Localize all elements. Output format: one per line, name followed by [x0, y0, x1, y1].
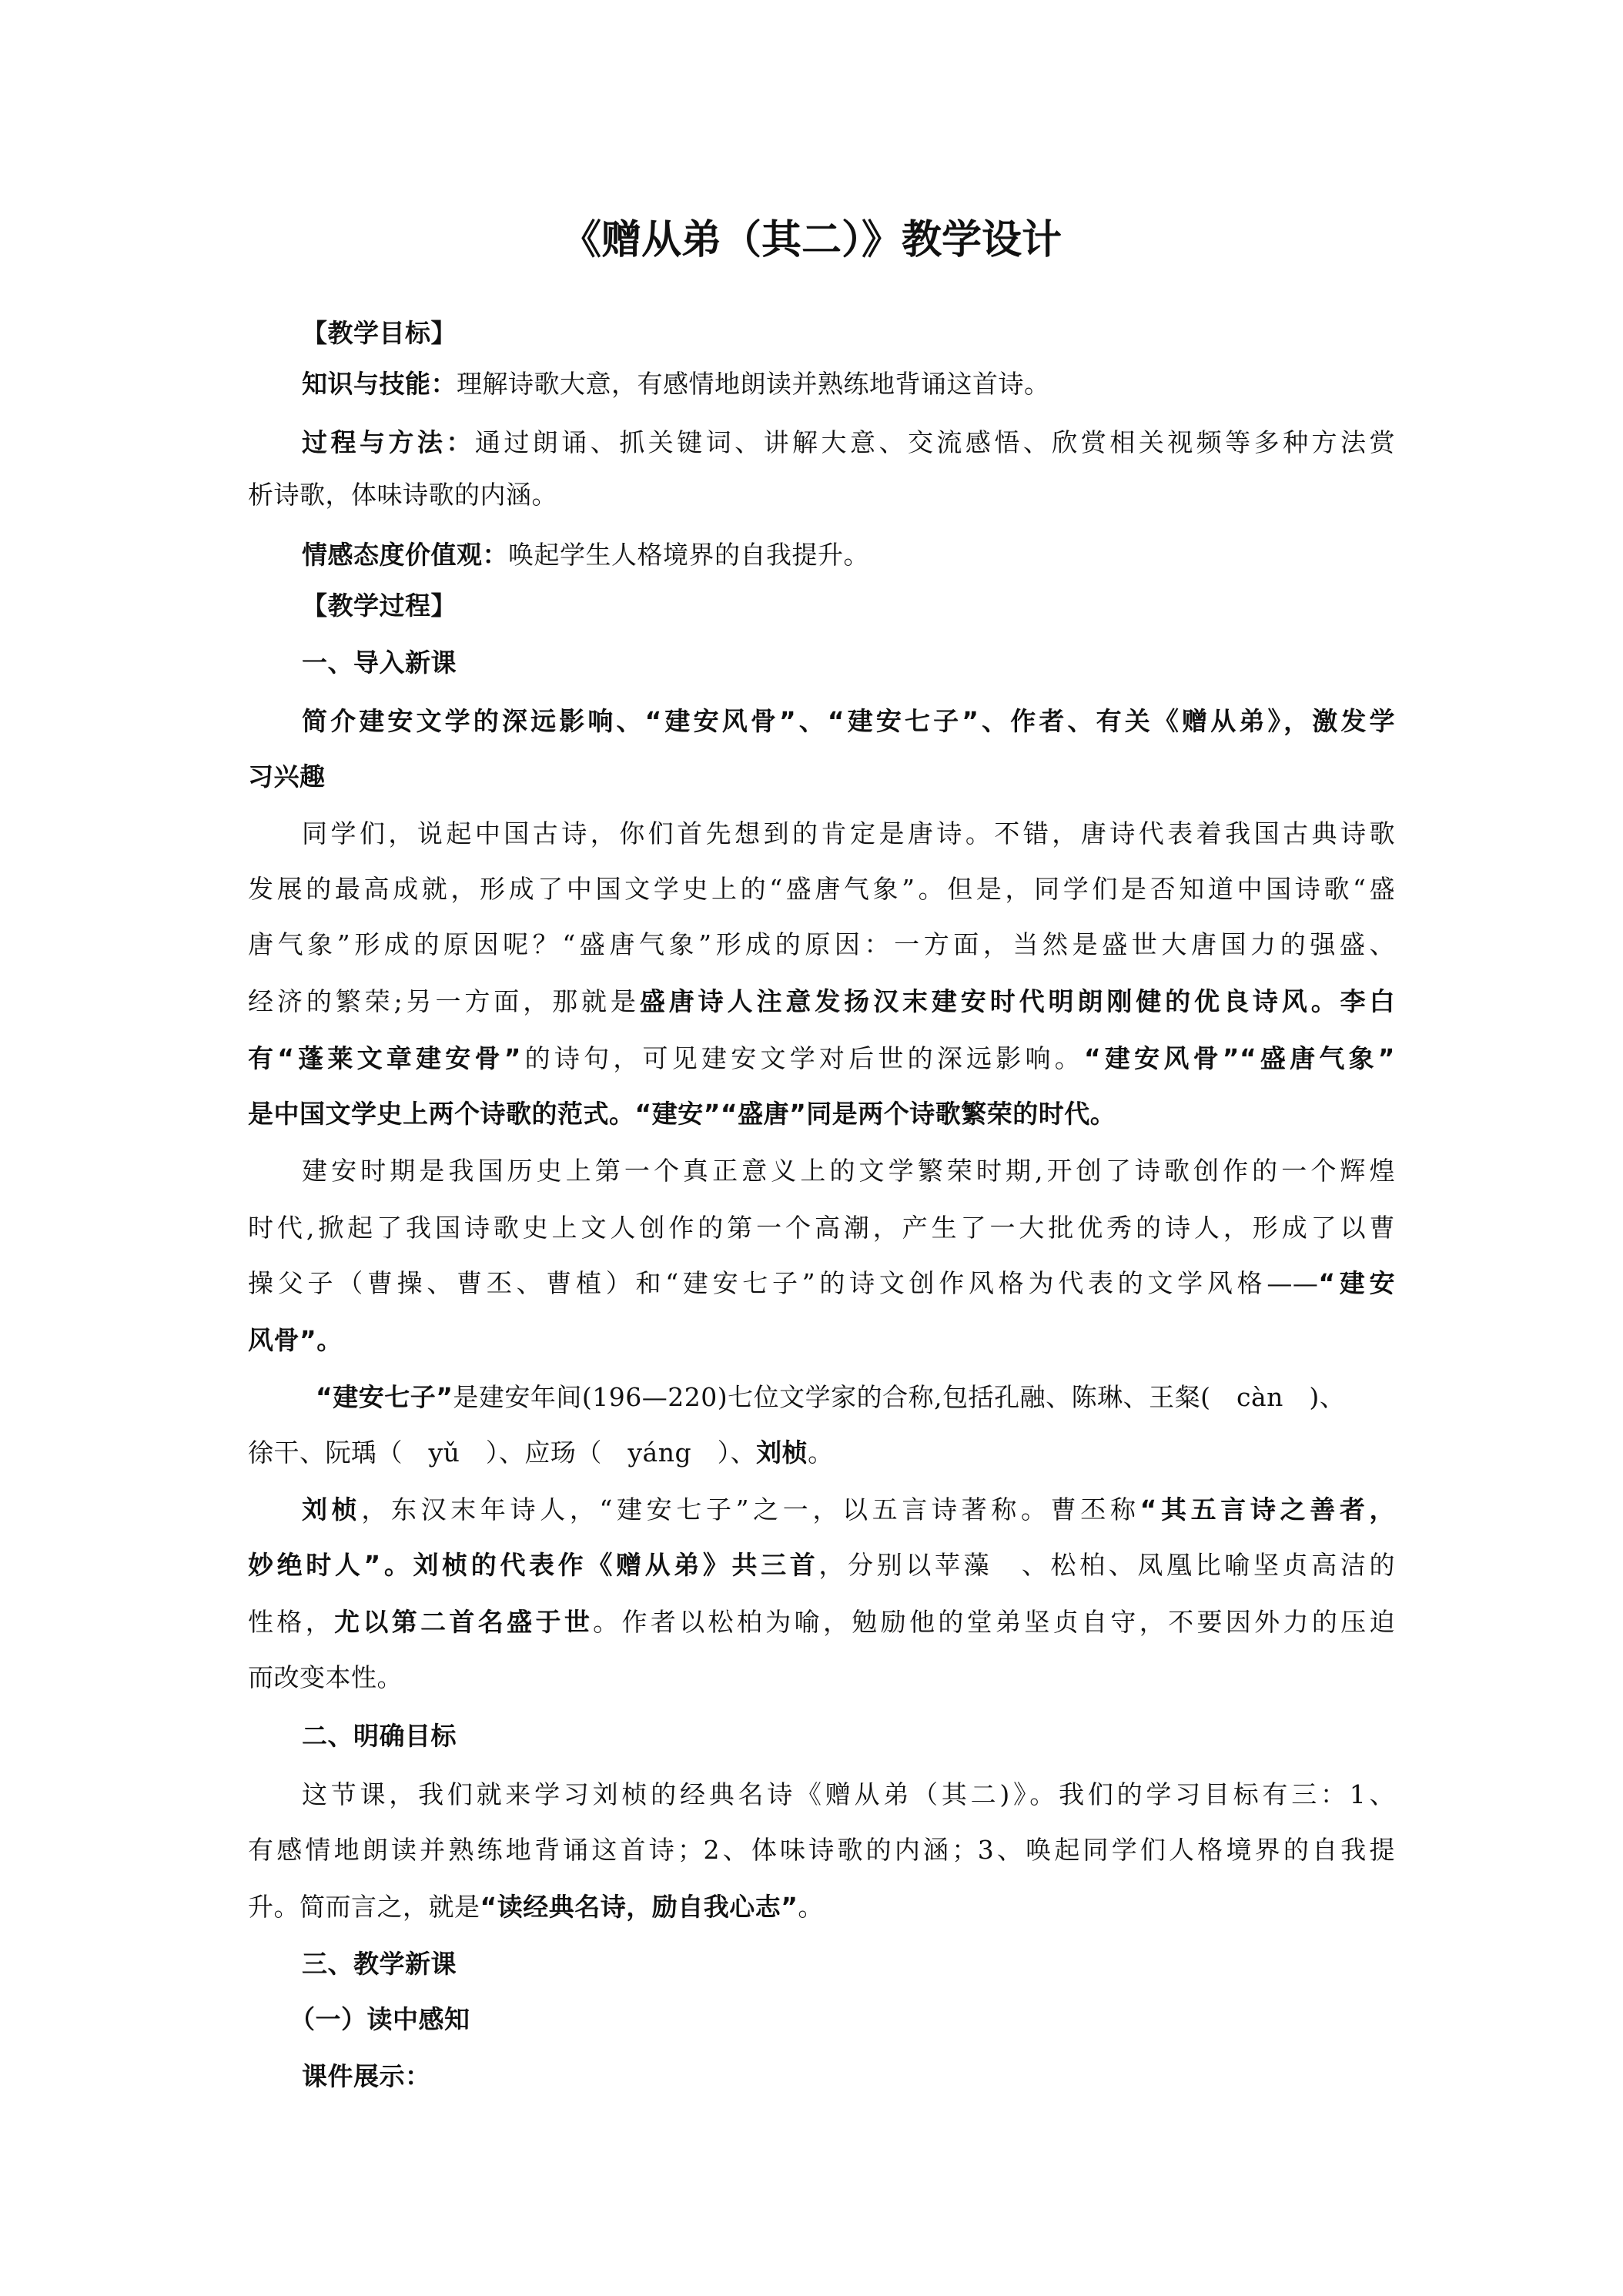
- emotion-text: 唤起学生人格境界的自我提升。: [508, 540, 869, 570]
- paragraph-5-line-2: 有感情地朗读并熟练地背诵这首诗；2、体味诗歌的内涵；3、唤起同学们人格境界的自我提: [248, 1835, 1395, 1865]
- paragraph-2-line-4: 风骨”。: [248, 1325, 343, 1355]
- knowledge-label: 知识与技能：: [302, 369, 457, 399]
- paragraph-3-line-1: “建安七子”是建安年间(196—220)七位文学家的合称,包括孔融、陈琳、王粲( càn )、: [316, 1382, 1346, 1412]
- part2-heading: 二、明确目标: [302, 1721, 457, 1751]
- paragraph-3-line-2: 徐干、阮瑀（ yǔ ）、应玚（ yáng ）、刘桢。: [248, 1438, 834, 1468]
- paragraph-5-line-1: 这节课，我们就来学习刘桢的经典名诗《赠从弟（其二)》。我们的学习目标有三：1、: [302, 1779, 1395, 1809]
- paragraph-1-line-3: 唐气象”形成的原因呢？“盛唐气象”形成的原因：一方面，当然是盛世大唐国力的强盛、: [248, 929, 1395, 959]
- part1-heading: 一、导入新课: [302, 648, 457, 678]
- goal-heading: 【教学目标】: [302, 318, 457, 348]
- part1-subheading-2: 习兴趣: [248, 761, 326, 792]
- paragraph-4-line-3: 性格，尤以第二首名盛于世。作者以松柏为喻，勉励他的堂弟坚贞自守，不要因外力的压迫: [248, 1607, 1396, 1637]
- process-line-2: 析诗歌，体味诗歌的内涵。: [248, 480, 557, 510]
- paragraph-1-line-2: 发展的最高成就，形成了中国文学史上的“盛唐气象”。但是，同学们是否知道中国诗歌“盛: [248, 874, 1395, 904]
- process-line-1: 过程与方法：通过朗诵、抓关键词、讲解大意、交流感悟、欣赏相关视频等多种方法赏: [302, 427, 1396, 457]
- paragraph-2-line-1: 建安时期是我国历史上第一个真正意义上的文学繁荣时期,开创了诗歌创作的一个辉煌: [302, 1156, 1395, 1186]
- part3-heading: 三、教学新课: [302, 1949, 457, 1979]
- document-title: 《赠从弟（其二）》教学设计: [561, 217, 1062, 263]
- emotion-label: 情感态度价值观：: [302, 540, 508, 570]
- part1-subheading-1: 简介建安文学的深远影响、“建安风骨”、“建安七子”、作者、有关《赠从弟》，激发学: [302, 706, 1395, 736]
- process-label: 过程与方法：: [302, 427, 475, 457]
- paragraph-4-line-4: 而改变本性。: [248, 1662, 403, 1692]
- paragraph-5-line-3: 升。简而言之，就是“读经典名诗，励自我心志”。: [248, 1892, 824, 1922]
- knowledge-text: 理解诗歌大意，有感情地朗读并熟练地背诵这首诗。: [457, 369, 1050, 399]
- knowledge-line: [302, 365, 1050, 403]
- paragraph-1-line-5: 有“蓬莱文章建安骨”的诗句，可见建安文学对后世的深远影响。“建安风骨”“盛唐气象”: [248, 1043, 1395, 1073]
- paragraph-1-line-6: 是中国文学史上两个诗歌的范式。“建安”“盛唐”同是两个诗歌繁荣的时代。: [248, 1099, 1116, 1129]
- paragraph-1-line-1: 同学们，说起中国古诗，你们首先想到的肯定是唐诗。不错，唐诗代表着我国古典诗歌: [302, 818, 1395, 848]
- paragraph-4-line-2: 妙绝时人”。刘桢的代表作《赠从弟》共三首，分别以苹藻 、松柏、凤凰比喻坚贞高洁的: [248, 1550, 1395, 1580]
- part3-subheading: （一）读中感知: [289, 2004, 470, 2034]
- slide-label: 课件展示：: [302, 2061, 431, 2091]
- paragraph-2-line-3: 操父子（曹操、曹丕、曹植）和“建安七子”的诗文创作风格为代表的文学风格——“建安: [248, 1268, 1395, 1298]
- paragraph-4-line-1: 刘桢，东汉末年诗人，“建安七子”之一，以五言诗著称。曹丕称“其五言诗之善者，: [302, 1494, 1395, 1525]
- process-heading: 【教学过程】: [302, 591, 457, 621]
- paragraph-2-line-2: 时代,掀起了我国诗歌史上文人创作的第一个高潮，产生了一大批优秀的诗人，形成了以曹: [248, 1213, 1395, 1243]
- paragraph-1-line-4: 经济的繁荣;另一方面，那就是盛唐诗人注意发扬汉末建安时代明朗刚健的优良诗风。李白: [248, 986, 1396, 1016]
- emotion-line: [302, 536, 869, 574]
